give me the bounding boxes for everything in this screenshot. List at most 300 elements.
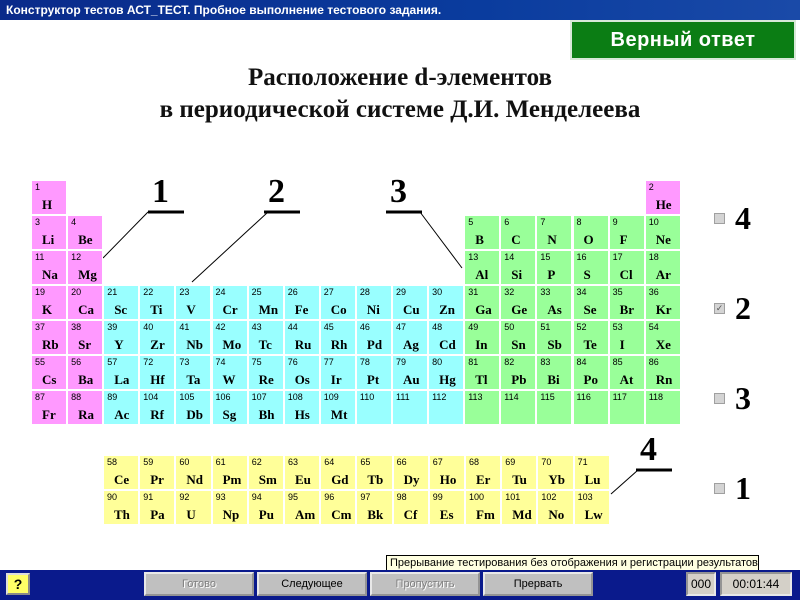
atomic-number: 95 — [288, 492, 299, 502]
element-symbol: Sr — [78, 337, 92, 352]
atomic-number: 112 — [432, 392, 447, 402]
atomic-number: 4 — [71, 217, 77, 227]
atomic-number: 84 — [576, 357, 587, 367]
atomic-number: 8 — [576, 217, 582, 227]
callout-line-3 — [420, 212, 462, 268]
element-symbol: Ru — [294, 337, 312, 352]
element-cell — [139, 455, 175, 490]
answer-checkbox[interactable] — [714, 393, 725, 404]
element-symbol: Bh — [258, 407, 275, 422]
element-cell — [320, 390, 356, 425]
element-symbol: He — [655, 197, 672, 212]
element-symbol: S — [583, 267, 591, 282]
atomic-number: 79 — [396, 357, 407, 367]
element-symbol: Yb — [548, 472, 566, 487]
element-cell — [537, 490, 573, 525]
verdict-banner: Верный ответ — [570, 20, 796, 60]
atomic-number: 50 — [504, 322, 515, 332]
atomic-number: 30 — [432, 287, 443, 297]
element-cell — [392, 285, 428, 320]
element-symbol: Ca — [78, 302, 94, 317]
element-symbol: Np — [222, 507, 240, 522]
element-cell — [103, 355, 139, 390]
element-symbol: La — [114, 372, 130, 387]
element-cell — [284, 320, 320, 355]
element-cell — [392, 320, 428, 355]
element-symbol: Mg — [78, 267, 97, 282]
element-symbol: H — [42, 197, 53, 212]
element-cell — [139, 355, 175, 390]
answer-option-1[interactable] — [714, 198, 774, 238]
element-cell — [139, 285, 175, 320]
element-symbol: Lu — [584, 472, 601, 487]
atomic-number: 20 — [71, 287, 82, 297]
element-symbol: Y — [114, 337, 124, 352]
element-cell — [574, 490, 610, 525]
atomic-number: 67 — [432, 457, 443, 467]
element-cell — [31, 285, 67, 320]
element-cell — [356, 285, 392, 320]
element-cell — [609, 215, 645, 250]
atomic-number: 5 — [468, 217, 474, 227]
element-cell — [248, 285, 284, 320]
element-cell — [428, 320, 464, 355]
element-cell — [573, 285, 609, 320]
atomic-number: 78 — [359, 357, 370, 367]
atomic-number: 53 — [612, 322, 623, 332]
atomic-number: 31 — [468, 287, 479, 297]
element-cell — [645, 320, 681, 355]
element-cell — [573, 250, 609, 285]
element-symbol: K — [42, 302, 53, 317]
element-cell — [103, 390, 139, 425]
element-symbol: Rn — [655, 372, 673, 387]
atomic-number: 34 — [576, 287, 587, 297]
element-symbol: Ce — [114, 472, 130, 487]
element-cell — [645, 215, 681, 250]
element-symbol: Al — [475, 267, 489, 282]
atomic-number: 12 — [71, 252, 82, 262]
element-symbol: Fr — [42, 407, 56, 422]
skip-button[interactable]: Пропустить — [370, 572, 480, 596]
atomic-number: 110 — [359, 392, 375, 402]
element-cell — [31, 180, 67, 215]
answer-label: 2 — [735, 289, 751, 326]
element-cell — [356, 355, 392, 390]
element-cell — [645, 250, 681, 285]
atomic-number: 58 — [107, 457, 118, 467]
element-symbol: Am — [295, 507, 316, 522]
element-cell — [500, 215, 536, 250]
element-cell — [574, 455, 610, 490]
atomic-number: 45 — [323, 322, 334, 332]
element-cell — [320, 490, 356, 525]
element-cell — [320, 455, 356, 490]
atomic-number: 62 — [251, 457, 262, 467]
element-symbol: Tl — [475, 372, 488, 387]
atomic-number: 98 — [396, 492, 407, 502]
element-symbol: Ag — [403, 337, 419, 352]
atomic-number: 104 — [143, 392, 159, 402]
element-symbol: Mo — [222, 337, 242, 352]
element-symbol: Cs — [42, 372, 57, 387]
element-cell — [536, 215, 572, 250]
element-symbol: Ir — [330, 372, 342, 387]
element-cell — [392, 355, 428, 390]
atomic-number: 114 — [504, 392, 519, 402]
element-symbol: Ba — [78, 372, 94, 387]
atomic-number: 55 — [35, 357, 46, 367]
atomic-number: 16 — [576, 252, 587, 262]
atomic-number: 77 — [323, 357, 334, 367]
atomic-number: 88 — [71, 392, 82, 402]
atomic-number: 56 — [71, 357, 82, 367]
atomic-number: 14 — [504, 252, 515, 262]
element-cell — [212, 455, 248, 490]
element-symbol: Po — [583, 372, 598, 387]
element-symbol: Pu — [258, 507, 274, 522]
element-cell — [31, 390, 67, 425]
element-cell — [320, 285, 356, 320]
atomic-number: 59 — [143, 457, 154, 467]
element-symbol: B — [475, 232, 484, 247]
atomic-number: 24 — [215, 287, 226, 297]
element-symbol: Cd — [439, 337, 456, 352]
atomic-number: 66 — [396, 457, 407, 467]
element-symbol: W — [222, 372, 236, 387]
answer-option-3[interactable] — [714, 378, 774, 418]
element-cell — [500, 250, 536, 285]
atomic-number: 46 — [359, 322, 370, 332]
element-symbol: Nd — [186, 472, 204, 487]
element-cell — [609, 390, 645, 425]
atomic-number: 117 — [612, 392, 627, 402]
element-symbol: Ti — [150, 302, 163, 317]
atomic-number: 38 — [71, 322, 82, 332]
atomic-number: 11 — [35, 252, 45, 262]
element-cell — [573, 390, 609, 425]
element-symbol: Nb — [186, 337, 204, 352]
atomic-number: 82 — [504, 357, 515, 367]
atomic-number: 18 — [648, 252, 659, 262]
element-cell — [175, 320, 211, 355]
element-cell — [175, 355, 211, 390]
atomic-number: 60 — [179, 457, 190, 467]
element-cell — [645, 390, 681, 425]
element-cell — [536, 320, 572, 355]
element-cell — [320, 320, 356, 355]
atomic-number: 94 — [251, 492, 262, 502]
atomic-number: 68 — [469, 457, 480, 467]
element-cell — [139, 490, 175, 525]
element-cell — [392, 390, 428, 425]
element-cell — [31, 320, 67, 355]
element-cell — [103, 455, 139, 490]
element-cell — [103, 285, 139, 320]
element-cell — [284, 355, 320, 390]
element-cell — [212, 285, 248, 320]
element-symbol: Pm — [222, 472, 242, 487]
element-symbol: Cm — [331, 507, 352, 522]
element-cell — [248, 355, 284, 390]
page-title-line1: Расположение d-элементов — [248, 64, 552, 91]
atomic-number: 75 — [251, 357, 262, 367]
element-symbol: Hg — [439, 372, 456, 387]
element-symbol: I — [619, 337, 625, 352]
atomic-number: 111 — [396, 392, 410, 402]
atomic-number: 37 — [35, 322, 46, 332]
element-symbol: Pr — [150, 472, 164, 487]
check-icon: ✓ — [715, 302, 724, 313]
element-cell — [609, 285, 645, 320]
element-symbol: Hf — [150, 372, 165, 387]
element-cell — [139, 390, 175, 425]
callout-label-1: 1 — [152, 173, 169, 210]
atomic-number: 26 — [287, 287, 298, 297]
atomic-number: 54 — [648, 322, 659, 332]
element-cell — [536, 355, 572, 390]
element-cell — [464, 285, 500, 320]
element-symbol: Au — [403, 372, 420, 387]
answer-label: 3 — [735, 379, 751, 416]
page-title-line2: в периодической системе Д.И. Менделеева — [159, 96, 641, 123]
element-symbol: Zr — [150, 337, 165, 352]
element-symbol: Db — [186, 407, 204, 422]
atomic-number: 3 — [35, 217, 41, 227]
element-symbol: Cl — [619, 267, 633, 282]
atomic-number: 19 — [35, 287, 46, 297]
element-cell — [67, 250, 103, 285]
answer-option-2[interactable] — [714, 288, 774, 328]
element-symbol: Rb — [42, 337, 59, 352]
element-symbol: Er — [476, 472, 491, 487]
atomic-number: 25 — [251, 287, 262, 297]
element-cell — [465, 455, 501, 490]
atomic-number: 91 — [143, 492, 154, 502]
atomic-number: 35 — [612, 287, 623, 297]
element-symbol: V — [186, 302, 196, 317]
element-symbol: Th — [114, 507, 130, 522]
answer-checkbox[interactable] — [714, 213, 725, 224]
atomic-number: 22 — [143, 287, 154, 297]
atomic-number: 33 — [540, 287, 551, 297]
atomic-number: 81 — [468, 357, 479, 367]
element-symbol: Na — [42, 267, 58, 282]
element-cell — [139, 320, 175, 355]
element-cell — [212, 490, 248, 525]
atomic-number: 93 — [215, 492, 226, 502]
element-cell — [464, 320, 500, 355]
element-cell — [464, 215, 500, 250]
element-cell — [284, 390, 320, 425]
element-cell — [284, 285, 320, 320]
element-cell — [284, 455, 320, 490]
element-symbol: Dy — [403, 472, 420, 487]
element-cell — [536, 285, 572, 320]
done-button[interactable]: Готово — [144, 572, 254, 596]
element-cell — [67, 215, 103, 250]
atomic-number: 70 — [541, 457, 552, 467]
element-symbol: Pa — [150, 507, 165, 522]
atomic-number: 103 — [577, 492, 593, 502]
element-cell — [536, 390, 572, 425]
callout-line-4 — [611, 470, 638, 494]
help-icon[interactable]: ? — [6, 573, 30, 595]
element-cell — [248, 320, 284, 355]
atomic-number: 87 — [35, 392, 46, 402]
atomic-number: 100 — [469, 492, 485, 502]
element-symbol: Tb — [367, 472, 384, 487]
element-symbol: Fm — [476, 507, 495, 522]
atomic-number: 32 — [504, 287, 515, 297]
element-cell — [609, 250, 645, 285]
atomic-number: 17 — [612, 252, 623, 262]
element-symbol: Cr — [222, 302, 238, 317]
element-cell — [248, 490, 284, 525]
atomic-number: 36 — [648, 287, 659, 297]
element-cell — [393, 490, 429, 525]
element-symbol: Xe — [655, 337, 671, 352]
element-symbol: Mn — [258, 302, 279, 317]
atomic-number: 106 — [215, 392, 231, 402]
element-symbol: Te — [583, 337, 597, 352]
element-cell — [464, 250, 500, 285]
atomic-number: 47 — [396, 322, 407, 332]
element-cell — [67, 355, 103, 390]
element-symbol: Se — [583, 302, 597, 317]
atomic-number: 6 — [504, 217, 510, 227]
element-cell — [573, 215, 609, 250]
element-cell — [67, 320, 103, 355]
atomic-number: 73 — [179, 357, 190, 367]
element-symbol: Co — [330, 302, 347, 317]
element-cell — [464, 355, 500, 390]
atomic-number: 52 — [576, 322, 587, 332]
atomic-number: 71 — [577, 457, 588, 467]
answer-checkbox[interactable] — [714, 483, 725, 494]
element-symbol: N — [547, 232, 557, 247]
element-cell — [320, 355, 356, 390]
atomic-number: 2 — [648, 182, 654, 192]
atomic-number: 115 — [540, 392, 555, 402]
atomic-number: 61 — [215, 457, 226, 467]
element-symbol: Re — [258, 372, 274, 387]
element-cell — [175, 390, 211, 425]
element-symbol: Rf — [150, 407, 165, 422]
atomic-number: 9 — [612, 217, 618, 227]
atomic-number: 99 — [432, 492, 443, 502]
timer: 00:01:44 — [720, 572, 792, 596]
answer-checkbox-checked[interactable] — [714, 303, 725, 314]
atomic-number: 7 — [540, 217, 546, 227]
atomic-number: 43 — [251, 322, 262, 332]
element-symbol: Kr — [655, 302, 672, 317]
window-title: Конструктор тестов АСТ_ТЕСТ. Пробное выполнение тестового задания. — [0, 0, 800, 20]
element-symbol: Tu — [512, 472, 527, 487]
atomic-number: 23 — [179, 287, 190, 297]
element-cell — [500, 355, 536, 390]
callout-label-3: 3 — [390, 173, 407, 210]
element-cell — [356, 455, 392, 490]
element-symbol: P — [547, 267, 556, 282]
element-cell — [284, 490, 320, 525]
element-symbol: Pd — [366, 337, 383, 352]
element-symbol: Ne — [655, 232, 671, 247]
element-symbol: Fe — [294, 302, 309, 317]
element-cell — [501, 455, 537, 490]
atomic-number: 44 — [287, 322, 298, 332]
element-symbol: Mt — [330, 407, 348, 422]
element-cell — [67, 285, 103, 320]
element-symbol: Si — [511, 267, 523, 282]
callout-line-1 — [103, 212, 148, 258]
element-cell — [393, 455, 429, 490]
atomic-number: 76 — [287, 357, 298, 367]
atomic-number: 48 — [432, 322, 443, 332]
atomic-number: 90 — [107, 492, 118, 502]
abort-button[interactable]: Прервать — [483, 572, 593, 596]
element-symbol: Os — [294, 372, 310, 387]
element-symbol: Ni — [366, 302, 380, 317]
answer-option-4[interactable] — [714, 468, 774, 508]
atomic-number: 118 — [648, 392, 664, 402]
atomic-number: 49 — [468, 322, 479, 332]
atomic-number: 57 — [107, 357, 118, 367]
atomic-number: 85 — [612, 357, 623, 367]
element-cell — [536, 250, 572, 285]
element-cell — [645, 355, 681, 390]
element-cell — [645, 180, 681, 215]
element-symbol: Ac — [114, 407, 130, 422]
element-cell — [573, 320, 609, 355]
element-symbol: Sn — [511, 337, 526, 352]
callout-line-2 — [192, 212, 268, 282]
element-symbol: Ga — [475, 302, 492, 317]
element-symbol: Sc — [114, 302, 128, 317]
atomic-number: 80 — [432, 357, 443, 367]
element-symbol: At — [619, 372, 634, 387]
element-cell — [212, 355, 248, 390]
element-symbol: Sb — [547, 337, 562, 352]
element-cell — [175, 285, 211, 320]
element-symbol: Zn — [439, 302, 455, 317]
element-cell — [103, 490, 139, 525]
element-cell — [248, 390, 284, 425]
atomic-number: 64 — [324, 457, 335, 467]
atomic-number: 74 — [215, 357, 226, 367]
element-cell — [31, 355, 67, 390]
atomic-number: 86 — [648, 357, 659, 367]
next-button[interactable]: Следующее — [257, 572, 367, 596]
atomic-number: 69 — [505, 457, 516, 467]
atomic-number: 41 — [179, 322, 190, 332]
callout-label-4: 4 — [640, 431, 657, 468]
element-symbol: Bi — [547, 372, 560, 387]
element-symbol: O — [583, 232, 594, 247]
atomic-number: 108 — [287, 392, 303, 402]
answer-label: 4 — [735, 199, 751, 236]
element-symbol: Pt — [366, 372, 380, 387]
element-cell — [212, 320, 248, 355]
element-symbol: Gd — [331, 472, 349, 487]
atomic-number: 10 — [648, 217, 659, 227]
element-symbol: Lw — [584, 507, 603, 522]
atomic-number: 109 — [323, 392, 339, 402]
element-symbol: Be — [78, 232, 93, 247]
element-symbol: Tc — [258, 337, 272, 352]
atomic-number: 29 — [396, 287, 407, 297]
atomic-number: 51 — [540, 322, 551, 332]
